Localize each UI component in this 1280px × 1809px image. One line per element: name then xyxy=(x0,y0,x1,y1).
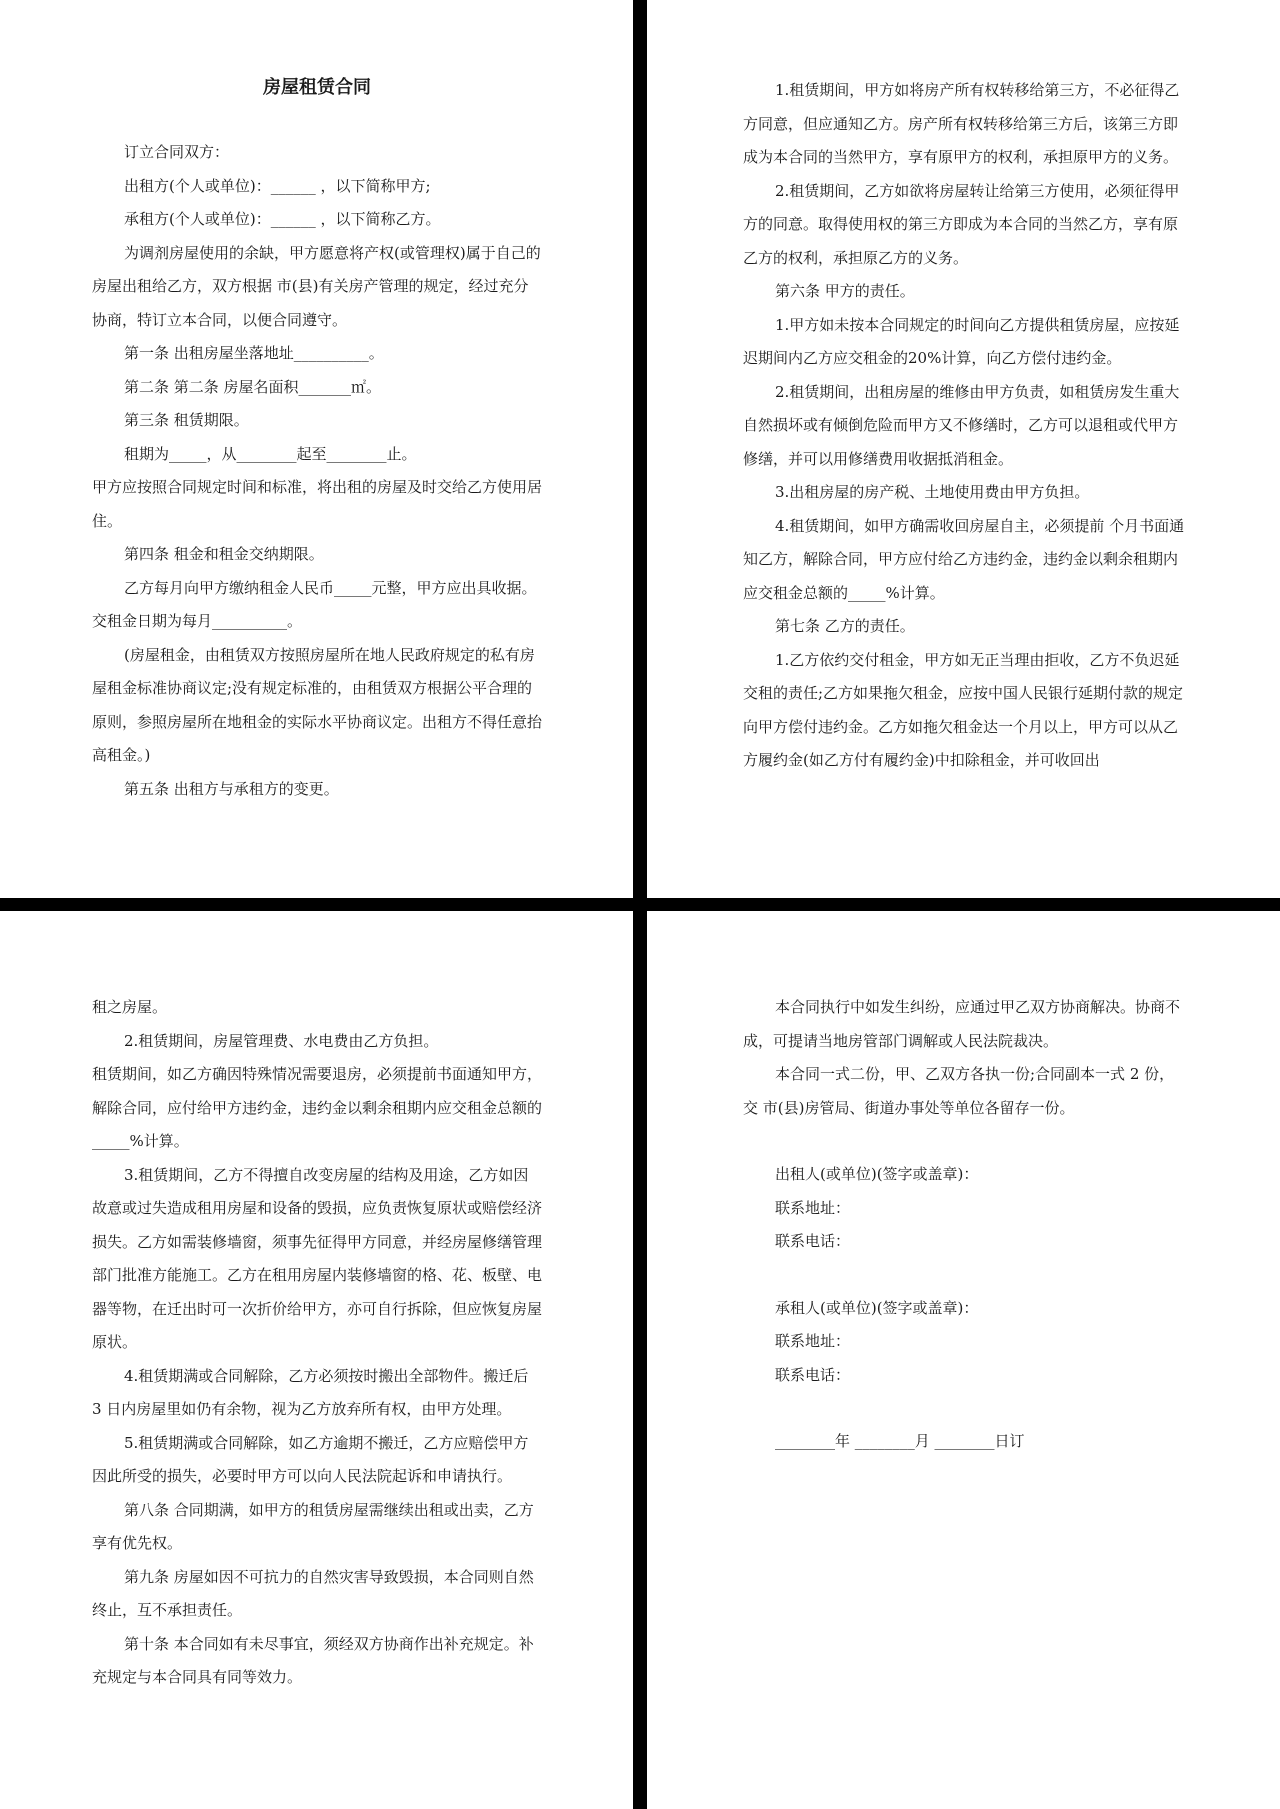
paragraph: 3.出租房屋的房产税、土地使用费由甲方负担。 xyxy=(775,483,1090,501)
paragraph: 第一条 出租房屋坐落地址__________。 xyxy=(124,344,384,362)
page-2-content xyxy=(743,74,1189,778)
lessee-signature-line: 承租人(或单位)(签字或盖章)： xyxy=(775,1298,979,1317)
paragraph: 1.甲方如未按本合同规定的时间向乙方提供租赁房屋，应按延迟期间内乙方应交租金的20%计算，向乙方偿付违约金。 xyxy=(743,315,1180,367)
paragraph: 第七条 乙方的责任。 xyxy=(775,617,915,635)
lessor-phone-line: 联系电话： xyxy=(775,1232,851,1250)
paragraph: 第四条 租金和租金交纳期限。 xyxy=(124,545,324,563)
paragraph: 第三条 租赁期限。 xyxy=(124,411,249,429)
paragraph: 本合同一式二份，甲、乙双方各执一份;合同副本一式 2 份，交 市(县)房管局、街道办事处等单位各留存一份。 xyxy=(743,1065,1175,1117)
paragraph: 2.租赁期间，出租房屋的维修由甲方负责，如租赁房发生重大自然损坏或有倾倒危险而甲方又不修缮时，乙方可以退租或代甲方修缮，并可以用修缮费用收据抵消租金。 xyxy=(743,382,1180,468)
paragraph: 承租方(个人或单位)：______ ，以下简称乙方。 xyxy=(124,210,441,228)
paragraph: 第五条 出租方与承租方的变更。 xyxy=(124,779,339,798)
paragraph: 第二条 第二条 房屋名面积_______㎡。 xyxy=(124,377,382,396)
lessor-address-line: 联系地址： xyxy=(775,1198,851,1217)
signing-date-line: ________年 ________月 ________日订 xyxy=(775,1432,1025,1450)
paragraph: 第九条 房屋如因不可抗力的自然灾害导致毁损，本合同则自然终止，互不承担责任。 xyxy=(92,1567,534,1619)
paragraph: 4.租赁期满或合同解除，乙方必须按时搬出全部物件。搬迁后 3 日内房屋里如仍有余物，视为乙方放弃所有权，由甲方处理。 xyxy=(92,1366,534,1418)
lessee-address-line: 联系地址： xyxy=(775,1332,851,1350)
paragraph: (房屋租金，由租赁双方按照房屋所在地人民政府规定的私有房屋租金标准协商议定;没有规定标准的，由租赁双方根据公平合理的原则，参照房屋所在地租金的实际水平协商议定。出租方不得任意抬高租金。) xyxy=(92,645,543,764)
page-4-content xyxy=(743,991,1189,1459)
paragraph: 1.乙方依约交付租金，甲方如无正当理由拒收，乙方不负迟延交租的责任;乙方如果拖欠租金，应按中国人民银行延期付款的规定向甲方偿付违约金。乙方如拖欠租金达一个月以上，甲方可以从乙方履约金(如乙方付有履约金)中扣除租金，并可收回出 xyxy=(743,650,1184,769)
paragraph: 乙方每月向甲方缴纳租金人民币_____元整，甲方应出具收据。交租金日期为每月__________。 xyxy=(92,578,537,630)
paragraph: 出租方(个人或单位)：______ ，以下简称甲方; xyxy=(124,176,431,195)
paragraph: 4.租赁期间，如甲方确需收回房屋自主，必须提前 个月书面通知乙方，解除合同，甲方应付给乙方违约金，违约金以剩余租期内应交租金总额的_____%计算。 xyxy=(743,516,1185,602)
paragraph: 第十条 本合同如有未尽事宜，须经双方协商作出补充规定。补充规定与本合同具有同等效力。 xyxy=(92,1634,534,1686)
document-title: 房屋租赁合同 xyxy=(263,77,371,98)
page-1-content xyxy=(92,68,542,806)
page-3-content xyxy=(92,991,542,1695)
paragraph: 第八条 合同期满，如甲方的租赁房屋需继续出租或出卖，乙方享有优先权。 xyxy=(92,1500,534,1552)
paragraph: 租赁期间，如乙方确因特殊情况需要退房，必须提前书面通知甲方，解除合同，应付给甲方违约金，违约金以剩余租期内应交租金总额的_____%计算。 xyxy=(92,1065,543,1150)
lessor-signature-line: 出租人(或单位)(签字或盖章)： xyxy=(775,1165,979,1183)
paragraph: 2.租赁期间，房屋管理费、水电费由乙方负担。 xyxy=(124,1031,439,1050)
page-4 xyxy=(647,911,1280,1809)
paragraph: 租期为_____，从________起至________止。 xyxy=(124,444,417,463)
lessee-phone-line: 联系电话： xyxy=(775,1365,851,1384)
page-1 xyxy=(0,0,633,898)
paragraph: 租之房屋。 xyxy=(92,998,168,1016)
paragraph: 订立合同双方： xyxy=(124,143,230,161)
paragraph: 5.租赁期满或合同解除，如乙方逾期不搬迁，乙方应赔偿甲方因此所受的损失，必要时甲方可以向人民法院起诉和申请执行。 xyxy=(92,1433,529,1485)
paragraph: 2.租赁期间，乙方如欲将房屋转让给第三方使用，必须征得甲方的同意。取得使用权的第三方即成为本合同的当然乙方，享有原乙方的权利，承担原乙方的义务。 xyxy=(743,181,1180,267)
paragraph: 第六条 甲方的责任。 xyxy=(775,282,915,300)
page-2 xyxy=(647,0,1280,898)
paragraph: 甲方应按照合同规定时间和标准，将出租的房屋及时交给乙方使用居住。 xyxy=(92,478,543,530)
page-3 xyxy=(0,911,633,1809)
paragraph: 本合同执行中如发生纠纷，应通过甲乙双方协商解决。协商不成，可提请当地房管部门调解或人民法院裁决。 xyxy=(743,998,1181,1050)
paragraph: 为调剂房屋使用的余缺，甲方愿意将产权(或管理权)属于自己的房屋出租给乙方，双方根据 市(县)有关房产管理的规定，经过充分协商，特订立本合同，以便合同遵守。 xyxy=(92,243,541,329)
paragraph: 1.租赁期间，甲方如将房产所有权转移给第三方，不必征得乙方同意，但应通知乙方。房产所有权转移给第三方后，该第三方即成为本合同的当然甲方，享有原甲方的权利，承担原甲方的义务。 xyxy=(743,81,1180,166)
paragraph: 3.租赁期间，乙方不得擅自改变房屋的结构及用途，乙方如因故意或过失造成租用房屋和设备的毁损，应负责恢复原状或赔偿经济损失。乙方如需装修墙窗，须事先征得甲方同意，并经房屋修缮管理部门批准方能施工。乙方在租用房屋内装修墙窗的格、花、板壁、电器等物，在迁出时可一次折价给甲方，亦可自行拆除，但应恢复房屋原状。 xyxy=(92,1165,543,1351)
